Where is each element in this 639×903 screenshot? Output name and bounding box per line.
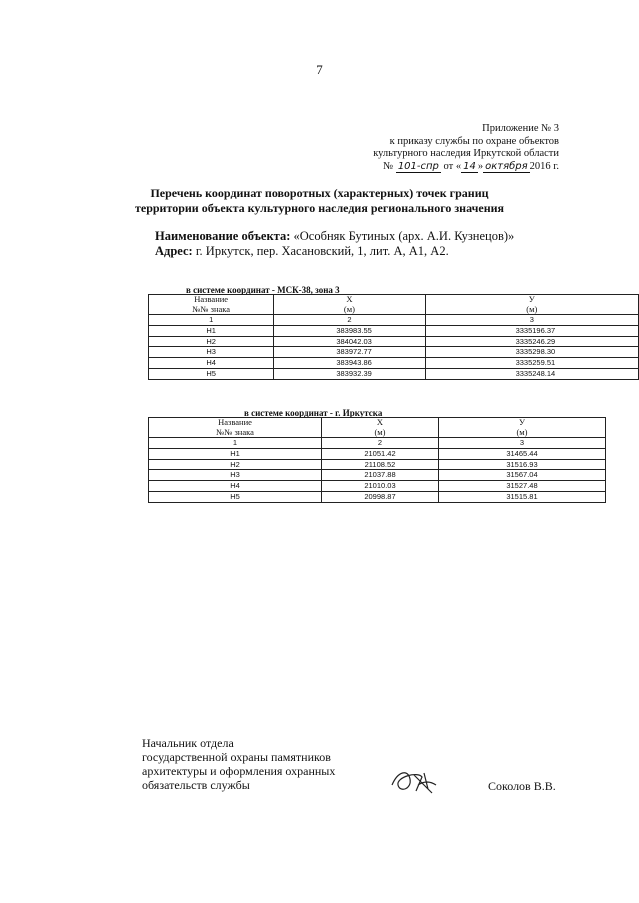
signer-position-line-1: Начальник отдела <box>142 736 234 750</box>
point-name-cell: Н4 <box>149 481 322 492</box>
index-cell: 1 <box>149 438 322 449</box>
signer-position-line-2: государственной охраны памятников <box>142 750 331 764</box>
order-number-prefix: № <box>383 160 394 172</box>
table-row <box>149 491 606 502</box>
order-date-mid: » <box>477 160 484 172</box>
y-cell: 31515.81 <box>439 491 606 502</box>
document-title <box>0 186 639 216</box>
order-year: 2016 г. <box>529 160 559 172</box>
header-x <box>322 418 439 438</box>
table-index-row <box>149 438 606 449</box>
x-cell: 21010.03 <box>322 481 439 492</box>
x-cell: 21037.88 <box>322 470 439 481</box>
header-point-name <box>149 418 322 438</box>
appendix-header <box>373 123 559 173</box>
y-cell: 3335298.30 <box>425 347 638 358</box>
point-name-cell: Н5 <box>149 368 274 379</box>
index-cell: 2 <box>322 438 439 449</box>
header-text: X <box>376 417 384 427</box>
index-cell: 1 <box>149 315 274 326</box>
x-cell: 384042.03 <box>274 336 425 347</box>
header-text: X <box>346 294 353 304</box>
index-cell: 3 <box>425 315 638 326</box>
index-cell: 2 <box>274 315 425 326</box>
y-cell: 31516.93 <box>439 459 606 470</box>
table-index-row <box>149 315 639 326</box>
table-row <box>149 448 606 459</box>
header-text: (м) <box>516 426 528 437</box>
point-name-cell: Н4 <box>149 358 274 369</box>
object-address-value: г. Иркутск, пер. Хасановский, 1, лит. А, А1, А2. <box>195 244 449 258</box>
header-text: (м) <box>374 426 386 437</box>
header-text: (м) <box>526 303 538 314</box>
point-name-cell: Н3 <box>149 347 274 358</box>
point-name-cell: Н1 <box>149 325 274 336</box>
table-header-row <box>149 418 606 438</box>
y-cell: 3335246.29 <box>425 336 638 347</box>
x-cell: 383972.77 <box>274 347 425 358</box>
header-text: (м) <box>343 303 355 314</box>
table-row <box>149 336 639 347</box>
signer-name: Соколов В.В. <box>488 779 556 793</box>
table-row <box>149 470 606 481</box>
title-line-2: территории объекта культурного наследия регионального значения <box>134 201 505 215</box>
object-address-line <box>155 244 514 259</box>
point-name-cell: Н3 <box>149 470 322 481</box>
handwritten-signature-icon <box>388 763 440 799</box>
coordinates-table-irkutsk <box>148 417 606 503</box>
x-cell: 383932.39 <box>274 368 425 379</box>
title-line-1: Перечень координат поворотных (характерных) точек границ <box>150 186 489 200</box>
x-cell: 383943.86 <box>274 358 425 369</box>
table-row <box>149 347 639 358</box>
header-y <box>425 295 638 315</box>
signer-position-line-4: обязательств службы <box>142 778 250 792</box>
order-month-handwritten: октября <box>485 160 528 172</box>
table-header-row <box>149 295 639 315</box>
y-cell: 3335259.51 <box>425 358 638 369</box>
point-name-cell: Н2 <box>149 459 322 470</box>
object-address-label: Адрес: <box>155 244 193 258</box>
header-text: Название <box>218 417 252 427</box>
signer-position-line-3: архитектуры и оформления охранных <box>142 764 336 778</box>
header-x <box>274 295 425 315</box>
point-name-cell: Н5 <box>149 491 322 502</box>
y-cell: 31567.04 <box>439 470 606 481</box>
y-cell: 31527.48 <box>439 481 606 492</box>
x-cell: 383983.55 <box>274 325 425 336</box>
order-number-handwritten: 101-спр <box>397 160 439 172</box>
page-number: 7 <box>316 62 323 77</box>
header-text: У <box>518 417 526 427</box>
table-row <box>149 358 639 369</box>
header-y <box>439 418 606 438</box>
table-2-caption: в системе координат - г. Иркутска <box>244 408 383 418</box>
order-date-from: от « <box>443 160 462 172</box>
index-cell: 3 <box>439 438 606 449</box>
x-cell: 21051.42 <box>322 448 439 459</box>
table-row <box>149 325 639 336</box>
y-cell: 3335248.14 <box>425 368 638 379</box>
object-name-value: «Особняк Бутиных (арх. А.И. Кузнецов)» <box>293 229 515 243</box>
header-point-name <box>149 295 274 315</box>
y-cell: 3335196.37 <box>425 325 638 336</box>
header-text: №№ знака <box>192 303 231 314</box>
table-row <box>149 368 639 379</box>
table-row <box>149 481 606 492</box>
order-day-handwritten: 14 <box>463 160 476 172</box>
header-text: №№ знака <box>216 426 254 437</box>
point-name-cell: Н1 <box>149 448 322 459</box>
object-name-line <box>155 229 514 244</box>
appendix-line-3: культурного наследия Иркутской области <box>373 148 559 159</box>
coordinates-table-msk38 <box>148 294 639 380</box>
header-text: У <box>528 294 535 304</box>
table-1-caption: в системе координат - МСК-38, зона 3 <box>186 285 340 295</box>
signature-block <box>142 736 335 792</box>
object-name-label: Наименование объекта: <box>155 229 291 243</box>
object-info <box>155 229 514 259</box>
point-name-cell: Н2 <box>149 336 274 347</box>
appendix-line-2: к приказу службы по охране объектов <box>389 135 559 147</box>
y-cell: 31465.44 <box>439 448 606 459</box>
x-cell: 20998.87 <box>322 491 439 502</box>
appendix-order-line <box>373 161 559 174</box>
header-text: Название <box>194 294 229 304</box>
table-row <box>149 459 606 470</box>
appendix-line-1: Приложение № 3 <box>482 123 559 134</box>
x-cell: 21108.52 <box>322 459 439 470</box>
